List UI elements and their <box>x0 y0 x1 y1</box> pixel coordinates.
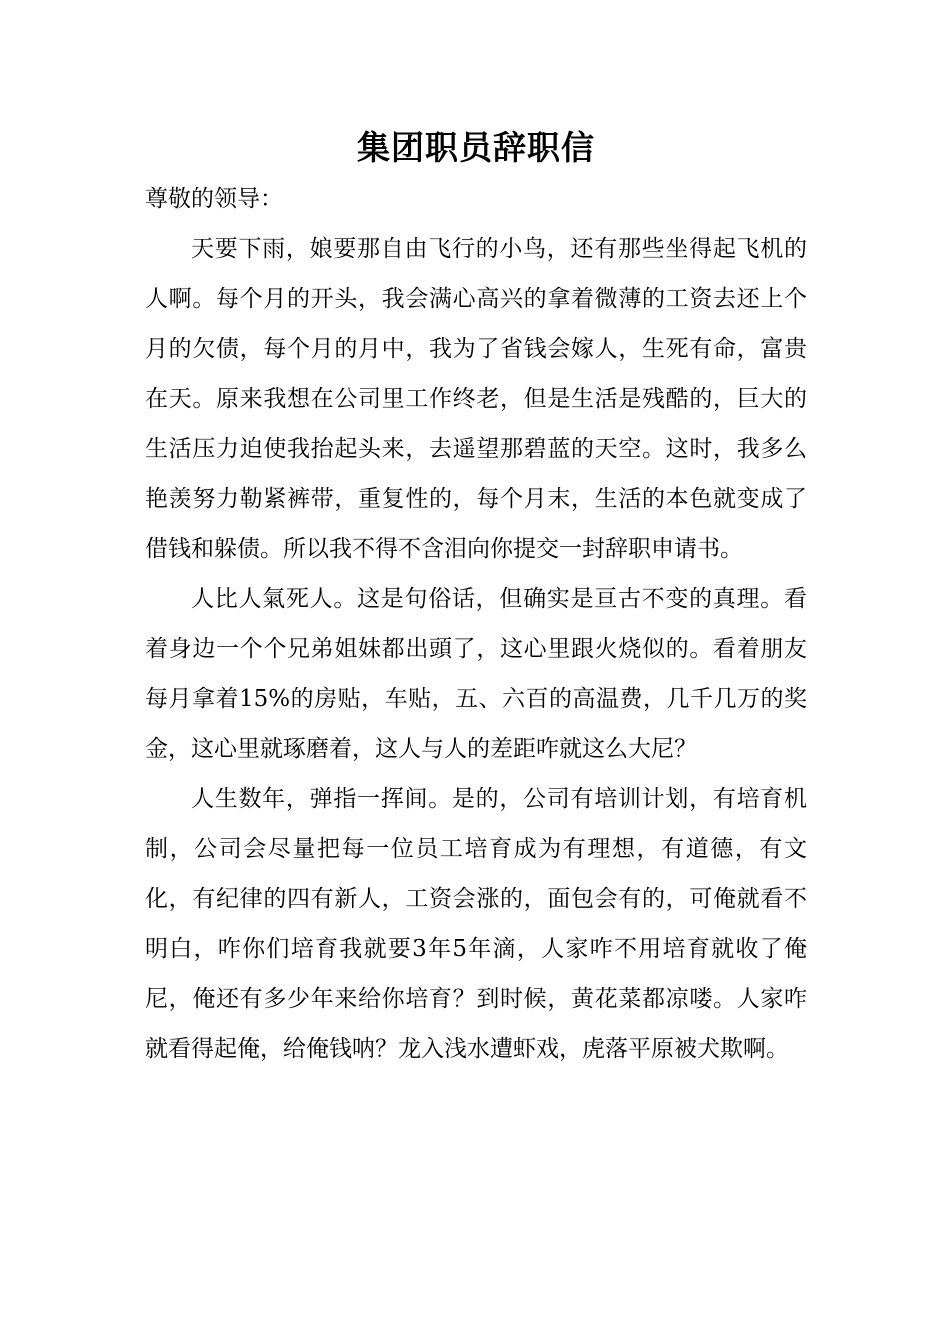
paragraph-2: 人比人氣死人。这是句俗话，但确实是亘古不变的真理。看着身边一个个兄弟姐妹都出頭了，这心里跟火烧似的。看着朋友每月拿着15%的房贴，车贴，五、六百的高温费，几千几万的奖金，这心里就琢磨着，这人与人的差距咋就这么大尼？ <box>145 586 807 762</box>
salutation: 尊敬的领导： <box>145 186 283 212</box>
page-title: 集团职员辞职信 <box>357 128 595 167</box>
paragraph-3: 人生数年，弹指一挥间。是的，公司有培训计划，有培育机制，公司会尽量把每一位员工培育成为有理想，有道德，有文化，有纪律的四有新人，工资会涨的，面包会有的，可俺就看不明白，咋你们培育我就要3年5年滴，人家咋不用培育就收了俺尼，俺还有多少年来给你培育？到时候，黄花菜都凉喽。人家咋就看得起俺，给俺钱呐？龙入浅水遭虾戏，虎落平原被犬欺啊。 <box>145 786 807 1062</box>
paragraph-1: 天要下雨，娘要那自由飞行的小鸟，还有那些坐得起飞机的人啊。每个月的开头，我会满心高兴的拿着微薄的工资去还上个月的欠债，每个月的月中，我为了省钱会嫁人，生死有命，富贵在天。原来我想在公司里工作终老，但是生活是残酷的，巨大的生活压力迫使我抬起头来，去遥望那碧蓝的天空。这时，我多么艳羡努力勒紧裤带，重复性的，每个月末，生活的本色就变成了借钱和躲债。所以我不得不含泪向你提交一封辞职申请书。 <box>145 236 807 562</box>
letter-page <box>145 122 807 1074</box>
